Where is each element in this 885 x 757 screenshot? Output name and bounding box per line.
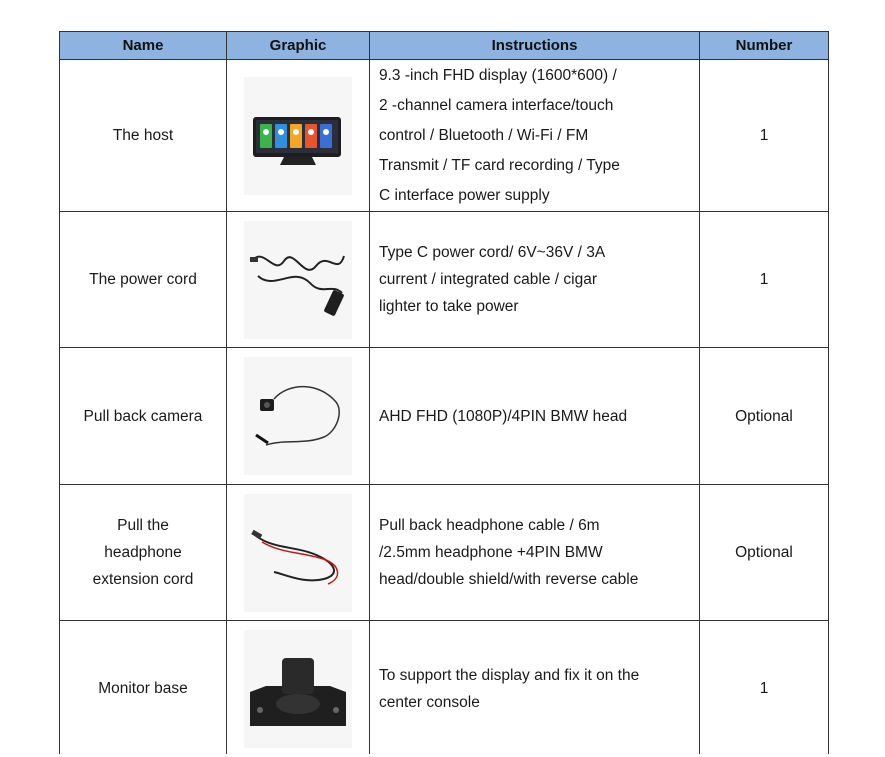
rear-camera-icon xyxy=(244,357,352,475)
instruction-line: Pull back headphone cable / 6m xyxy=(379,517,600,534)
instruction-line: lighter to take power xyxy=(379,298,519,315)
instruction-line: AHD FHD (1080P)/4PIN BMW head xyxy=(379,407,628,425)
item-name xyxy=(60,212,227,348)
table-row xyxy=(60,60,829,212)
instruction-line: /2.5mm headphone +4PIN BMW xyxy=(379,544,603,561)
monitor-mount-icon xyxy=(244,630,352,748)
item-instructions xyxy=(370,60,700,212)
instruction-line: control / Bluetooth / Wi-Fi / FM xyxy=(379,126,589,144)
item-number: Optional xyxy=(700,485,829,621)
item-name-line: Pull back camera xyxy=(83,407,203,425)
item-name-line: headphone xyxy=(104,544,182,561)
item-instructions xyxy=(370,485,700,621)
instruction-line: C interface power supply xyxy=(379,186,550,204)
item-name xyxy=(60,60,227,212)
item-number: 1 xyxy=(700,212,829,348)
item-number: 1 xyxy=(700,60,829,212)
header-name: Name xyxy=(60,32,227,60)
instruction-line: head/double shield/with reverse cable xyxy=(379,571,639,588)
item-graphic xyxy=(227,485,370,621)
item-name-line: The power cord xyxy=(89,271,197,288)
item-graphic xyxy=(227,348,370,485)
table-row xyxy=(60,485,829,621)
instruction-line: center console xyxy=(379,693,480,711)
item-name xyxy=(60,348,227,485)
instruction-line: To support the display and fix it on the xyxy=(379,666,640,684)
item-instructions xyxy=(370,212,700,348)
instruction-line: Type C power cord/ 6V~36V / 3A xyxy=(379,244,606,261)
item-number: Optional xyxy=(700,348,829,485)
table-row xyxy=(60,212,829,348)
item-name-line: Monitor base xyxy=(98,680,188,697)
item-name xyxy=(60,621,227,757)
table-header-row xyxy=(60,32,829,60)
item-number: 1 xyxy=(700,621,829,757)
instruction-line: Transmit / TF card recording / Type xyxy=(379,156,620,174)
power-cord-icon xyxy=(244,221,352,339)
item-instructions xyxy=(370,621,700,757)
extension-cable-icon xyxy=(244,494,352,612)
table-row xyxy=(60,621,829,757)
item-graphic xyxy=(227,621,370,757)
instruction-line: 2 -channel camera interface/touch xyxy=(379,96,614,114)
item-graphic xyxy=(227,60,370,212)
item-name-line: Pull the xyxy=(117,517,169,534)
header-number: Number xyxy=(700,32,829,60)
item-name-line: extension cord xyxy=(92,571,194,588)
instruction-line: current / integrated cable / cigar xyxy=(379,271,597,288)
header-instructions: Instructions xyxy=(370,32,700,60)
header-graphic: Graphic xyxy=(227,32,370,60)
table-row xyxy=(60,348,829,485)
instruction-line: 9.3 -inch FHD display (1600*600) / xyxy=(379,66,617,84)
car-display-icon xyxy=(244,77,352,195)
item-name-line: The host xyxy=(112,127,174,144)
accessories-table xyxy=(59,31,829,757)
item-name xyxy=(60,485,227,621)
item-instructions xyxy=(370,348,700,485)
item-graphic xyxy=(227,212,370,348)
